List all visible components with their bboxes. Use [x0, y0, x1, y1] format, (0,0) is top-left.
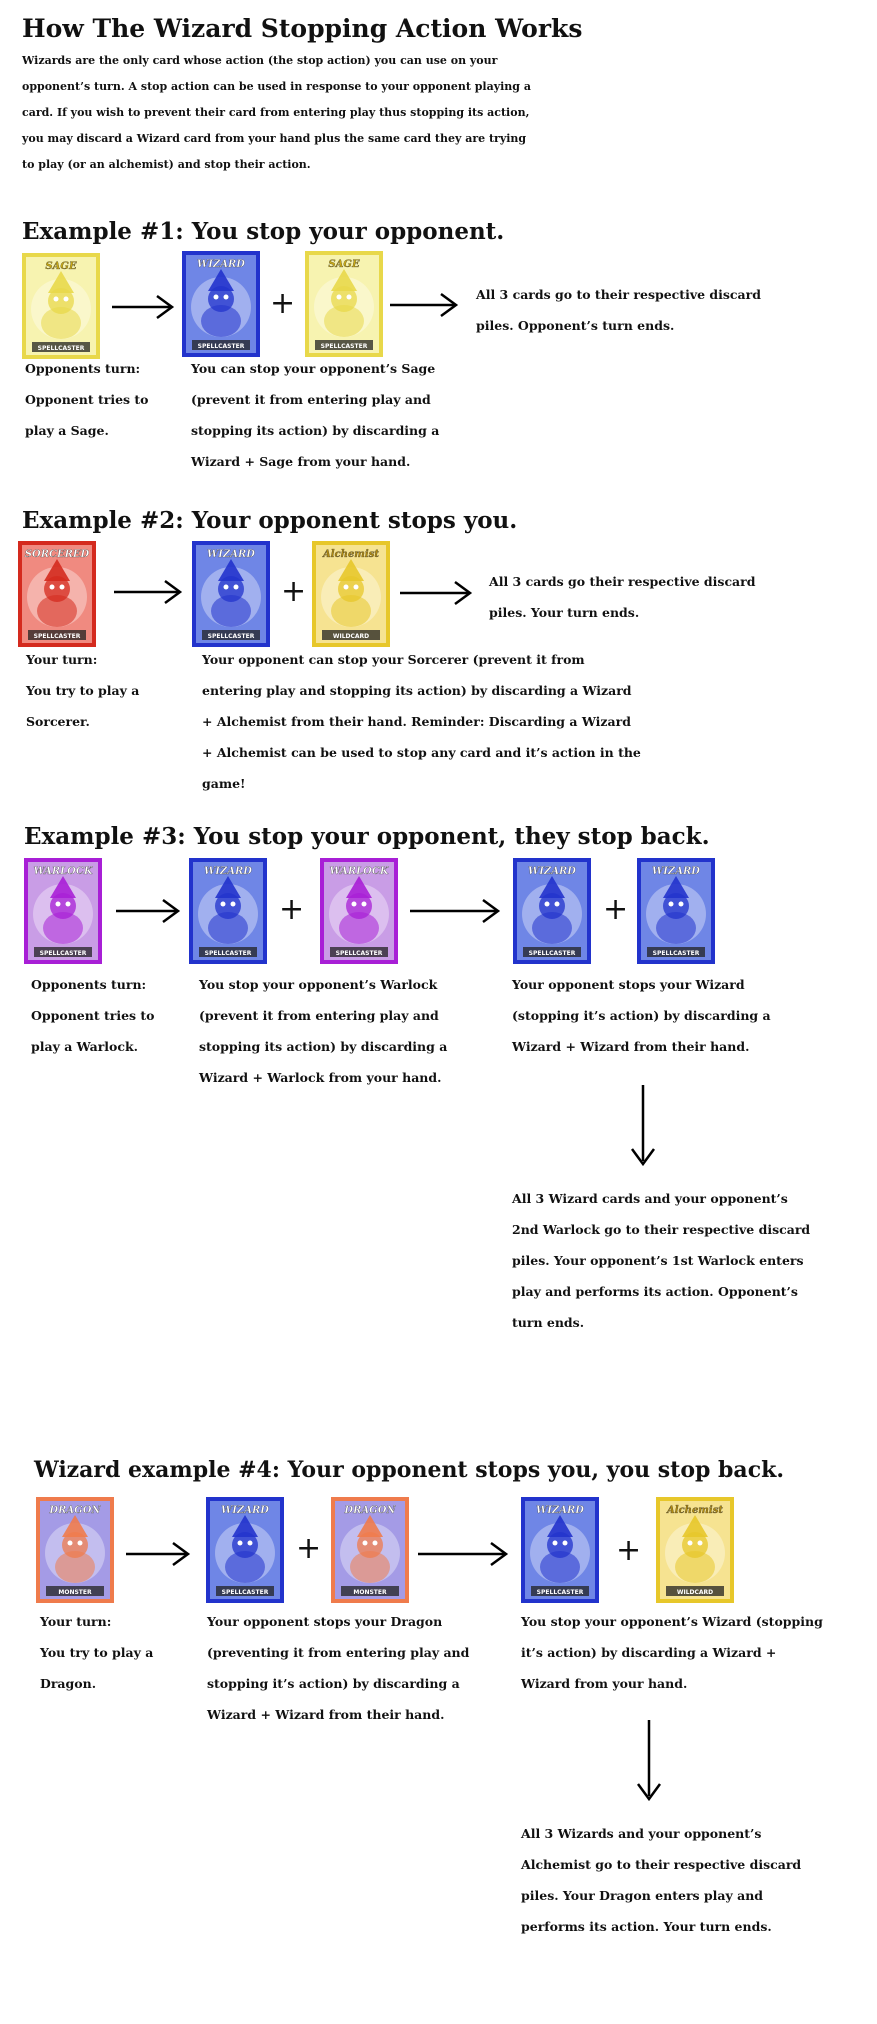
card-type-banner: SPELLCASTER: [33, 633, 81, 640]
plus-icon: +: [603, 892, 629, 927]
example-1-col2-line: You can stop your opponent’s Sage: [191, 361, 436, 376]
plus-icon: +: [279, 892, 305, 927]
sorcerer-card: [18, 541, 96, 647]
intro-paragraph: Wizards are the only card whose action (the stop action) you can use on your opponent’s turn. A stop action can be used in response to your opponent playing a card. If you wish to prevent their card from entering play thus stopping its action, you may discard a Wizard card from your hand plus the same card they are trying to play (or an alchemist) and stop their action.: [22, 54, 531, 171]
wizard-card: [189, 858, 267, 964]
example-2-heading: Example #2: Your opponent stops you.: [22, 507, 518, 534]
example-2-col2-line: + Alchemist can be used to stop any card and it’s action in the: [202, 745, 641, 760]
card-name-label: WIZARD: [197, 259, 245, 270]
card-type-banner: SPELLCASTER: [207, 633, 255, 640]
down-arrow-icon: [634, 1718, 664, 1802]
wizard-card: [192, 541, 270, 647]
wizard-card: [637, 858, 715, 964]
example-1-col1-line: Opponent tries to: [25, 392, 149, 407]
card-name-label: SAGE: [45, 261, 77, 272]
example-2-col1-line: Your turn:: [26, 652, 98, 667]
example-3-col3-line: Your opponent stops your Wizard: [512, 977, 745, 992]
example-4-col2-line: stopping it’s action) by discarding a: [207, 1676, 460, 1691]
right-arrow-icon: [114, 897, 182, 925]
example-2-result-line: piles. Your turn ends.: [489, 605, 640, 620]
warlock-card: [320, 858, 398, 964]
card-type-banner: SPELLCASTER: [221, 1589, 269, 1596]
example-3-col2-line: You stop your opponent’s Warlock: [199, 977, 438, 992]
card-type-banner: WILDCARD: [332, 633, 370, 640]
example-4-result-line: piles. Your Dragon enters play and: [521, 1888, 764, 1903]
example-1-col1-line: play a Sage.: [25, 423, 109, 438]
card-name-label: DRAGON: [344, 1505, 396, 1516]
card-name-label: Alchemist: [667, 1505, 723, 1516]
example-3-col3-line: Wizard + Wizard from their hand.: [512, 1039, 750, 1054]
example-4-col1-line: Your turn:: [40, 1614, 112, 1629]
plus-icon: +: [281, 574, 307, 609]
example-4-col1-line: You try to play a: [40, 1645, 154, 1660]
example-3-heading: Example #3: You stop your opponent, they stop back.: [24, 823, 710, 850]
card-type-banner: MONSTER: [353, 1589, 387, 1596]
example-3-col2-line: Wizard + Warlock from your hand.: [199, 1070, 442, 1085]
example-2-col2-line: entering play and stopping its action) by discarding a Wizard: [202, 683, 632, 698]
example-3-col1-line: Opponents turn:: [31, 977, 147, 992]
example-3-result-line: turn ends.: [512, 1315, 585, 1330]
example-3-result-line: 2nd Warlock go to their respective discard: [512, 1222, 811, 1237]
example-1-col2-line: Wizard + Sage from your hand.: [191, 454, 411, 469]
example-1-col2-line: stopping its action) by discarding a: [191, 423, 440, 438]
card-name-label: WIZARD: [528, 866, 576, 877]
example-2-col2-line: + Alchemist from their hand. Reminder: Discarding a Wizard: [202, 714, 631, 729]
card-type-banner: WILDCARD: [676, 1589, 714, 1596]
wizard-card: [521, 1497, 599, 1603]
example-4-result-line: Alchemist go to their respective discard: [521, 1857, 802, 1872]
dragon-card: [331, 1497, 409, 1603]
right-arrow-icon: [110, 293, 176, 321]
card-type-banner: MONSTER: [58, 1589, 92, 1596]
right-arrow-icon: [416, 1540, 510, 1568]
example-2-col2-line: game!: [202, 776, 246, 791]
alchemist-card: [312, 541, 390, 647]
card-name-label: WIZARD: [204, 866, 252, 877]
example-2-col1-line: Sorcerer.: [26, 714, 90, 729]
down-arrow-icon: [628, 1083, 658, 1167]
example-1-result-line: piles. Opponent’s turn ends.: [476, 318, 675, 333]
example-1-col1-line: Opponents turn:: [25, 361, 141, 376]
warlock-card: [24, 858, 102, 964]
card-name-label: WARLOCK: [329, 866, 389, 877]
card-type-banner: SPELLCASTER: [197, 343, 245, 350]
example-4-col1-line: Dragon.: [40, 1676, 97, 1691]
card-type-banner: SPELLCASTER: [536, 1589, 584, 1596]
example-4-col2-line: (preventing it from entering play and: [207, 1645, 470, 1660]
card-name-label: WARLOCK: [33, 866, 93, 877]
example-1-heading: Example #1: You stop your opponent.: [22, 218, 505, 245]
card-name-label: Alchemist: [323, 549, 379, 560]
card-name-label: SORCERED: [24, 549, 90, 560]
wizard-card: [182, 251, 260, 357]
card-name-label: WIZARD: [207, 549, 255, 560]
right-arrow-icon: [388, 291, 460, 319]
example-3-col3-line: (stopping it’s action) by discarding a: [512, 1008, 771, 1023]
sage-card: [22, 253, 100, 359]
card-name-label: SAGE: [328, 259, 360, 270]
example-3-result-line: play and performs its action. Opponent’s: [512, 1284, 798, 1299]
right-arrow-icon: [408, 897, 502, 925]
page-title: How The Wizard Stopping Action Works: [22, 14, 583, 43]
plus-icon: +: [270, 286, 296, 321]
wizard-card: [206, 1497, 284, 1603]
card-type-banner: SPELLCASTER: [37, 345, 85, 352]
card-name-label: DRAGON: [49, 1505, 101, 1516]
example-4-col3-line: Wizard from your hand.: [521, 1676, 688, 1691]
plus-icon: +: [296, 1531, 322, 1566]
example-3-col1-line: Opponent tries to: [31, 1008, 155, 1023]
example-1-col2-line: (prevent it from entering play and: [191, 392, 431, 407]
example-4-col3-line: You stop your opponent’s Wizard (stopping: [521, 1614, 823, 1629]
example-4-col2-line: Wizard + Wizard from their hand.: [207, 1707, 445, 1722]
example-2-col1-line: You try to play a: [26, 683, 140, 698]
sage-card: [305, 251, 383, 357]
card-type-banner: SPELLCASTER: [335, 950, 383, 957]
example-2-col2-line: Your opponent can stop your Sorcerer (prevent it from: [202, 652, 585, 667]
example-3-col2-line: stopping its action) by discarding a: [199, 1039, 448, 1054]
example-3-col1-line: play a Warlock.: [31, 1039, 139, 1054]
example-4-col2-line: Your opponent stops your Dragon: [207, 1614, 443, 1629]
example-3-col2-line: (prevent it from entering play and: [199, 1008, 439, 1023]
example-4-result-line: performs its action. Your turn ends.: [521, 1919, 772, 1934]
right-arrow-icon: [124, 1540, 192, 1568]
plus-icon: +: [616, 1533, 642, 1568]
card-name-label: WIZARD: [536, 1505, 584, 1516]
card-type-banner: SPELLCASTER: [204, 950, 252, 957]
card-type-banner: SPELLCASTER: [39, 950, 87, 957]
example-1-result-line: All 3 cards go to their respective discard: [476, 287, 761, 302]
card-name-label: WIZARD: [221, 1505, 269, 1516]
example-2-result-line: All 3 cards go their respective discard: [489, 574, 756, 589]
card-type-banner: SPELLCASTER: [528, 950, 576, 957]
dragon-card: [36, 1497, 114, 1603]
card-type-banner: SPELLCASTER: [652, 950, 700, 957]
card-type-banner: SPELLCASTER: [320, 343, 368, 350]
right-arrow-icon: [112, 578, 184, 606]
example-4-col3-line: it’s action) by discarding a Wizard +: [521, 1645, 777, 1660]
wizard-card: [513, 858, 591, 964]
example-4-result-line: All 3 Wizards and your opponent’s: [521, 1826, 762, 1841]
card-name-label: WIZARD: [652, 866, 700, 877]
example-3-result-line: piles. Your opponent’s 1st Warlock enters: [512, 1253, 804, 1268]
alchemist-card: [656, 1497, 734, 1603]
example-4-heading: Wizard example #4: Your opponent stops you, you stop back.: [34, 1457, 784, 1483]
right-arrow-icon: [398, 579, 474, 607]
example-3-result-line: All 3 Wizard cards and your opponent’s: [512, 1191, 788, 1206]
